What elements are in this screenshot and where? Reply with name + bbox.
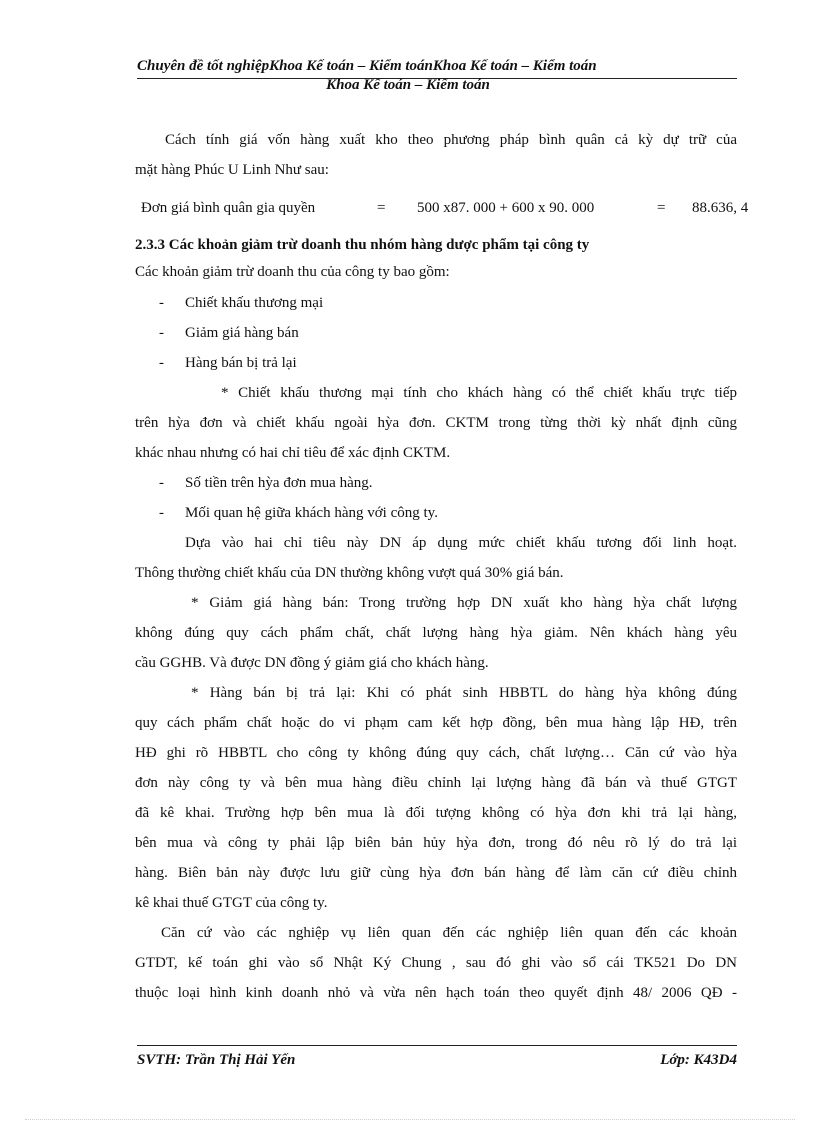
page-edge-dotted-line <box>25 1119 795 1120</box>
tl-paragraph-line-6: bên mua và công ty phải lập biên bản hủy hỳa đơn, trong đó nêu rõ lý do trả lại <box>135 835 737 851</box>
tl-paragraph-line-3: HĐ ghi rõ HBBTL cho công ty không đúng quy cách, chất lượng… Căn cứ vào hỳa <box>135 745 737 761</box>
tl-paragraph-line-1: * Hàng bán bị trả lại: Khi có phát sinh HBBTL do hàng hỳa không đúng <box>191 685 737 701</box>
tl-paragraph-line-7: hàng. Biên bản này được lưu giữ cùng hỳa đơn bán hàng để làm căn cứ điều chỉnh <box>135 865 737 881</box>
cc-paragraph-line-2: GTDT, kế toán ghi vào sổ Nhật Ký Chung , sau đó ghi vào sổ cái TK521 Do DN <box>135 955 737 971</box>
gg-paragraph-line-2: không đúng quy cách phẩm chất, chất lượng hàng hỳa giảm. Nên khách hàng yêu <box>135 625 737 641</box>
intro-line-1: Cách tính giá vốn hàng xuất kho theo phương pháp bình quân cả kỳ dự trữ của <box>165 132 737 148</box>
dn-paragraph-line-1: Dựa vào hai chỉ tiêu này DN áp dụng mức chiết khấu tương đối linh hoạt. <box>185 535 737 551</box>
running-header-line-2: Khoa Kế toán – Kiểm toán <box>326 77 490 93</box>
list-dash: - <box>159 325 164 341</box>
list-item: Mối quan hệ giữa khách hàng với công ty. <box>185 505 438 521</box>
ck-paragraph-line-2: trên hỳa đơn và chiết khấu ngoài hỳa đơn. CKTM trong từng thời kỳ nhất định cũng <box>135 415 737 431</box>
formula-equals-2: = <box>657 200 666 216</box>
cc-paragraph-line-3: thuộc loại hình kinh doanh nhỏ và vừa nên hạch toán theo quyết định 48/ 2006 QĐ - <box>135 985 737 1001</box>
footer-rule <box>137 1045 737 1046</box>
tl-paragraph-line-2: quy cách phẩm chất hoặc do vi phạm cam kết hợp đồng, bên mua hàng lập HĐ, trên <box>135 715 737 731</box>
list-item: Hàng bán bị trả lại <box>185 355 297 371</box>
list-item: Chiết khấu thương mại <box>185 295 324 311</box>
list-dash: - <box>159 505 164 521</box>
tl-paragraph-line-4: đơn này công ty và bên mua hàng điều chỉnh lại lượng hàng đã bán và thuế GTGT <box>135 775 737 791</box>
formula-expression: 500 x87. 000 + 600 x 90. 000 <box>417 200 595 216</box>
dn-paragraph-line-2: Thông thường chiết khấu của DN thường không vượt quá 30% giá bán. <box>135 565 564 581</box>
list-dash: - <box>159 355 164 371</box>
intro-line-2: mặt hàng Phúc U Linh Như sau: <box>135 162 329 178</box>
formula-result: 88.636, 4 <box>692 200 749 216</box>
ck-paragraph-line-3: khác nhau nhưng có hai chỉ tiêu để xác định CKTM. <box>135 445 451 461</box>
tl-paragraph-line-8: kê khai thuế GTGT của công ty. <box>135 895 328 911</box>
running-header-line-1: Chuyên đề tốt nghiệpKhoa Kế toán – Kiểm toánKhoa Kế toán – Kiểm toán <box>137 58 597 74</box>
gg-paragraph-line-3: cầu GGHB. Và được DN đồng ý giảm giá cho khách hàng. <box>135 655 489 671</box>
cc-paragraph-line-1: Căn cứ vào các nghiệp vụ liên quan đến các nghiệp liên quan đến các khoản <box>161 925 737 941</box>
footer-class: Lớp: K43D4 <box>660 1052 737 1068</box>
section-heading: 2.3.3 Các khoản giảm trừ doanh thu nhóm hàng dược phẩm tại công ty <box>135 237 590 253</box>
list-intro: Các khoản giảm trừ doanh thu của công ty bao gồm: <box>135 264 450 280</box>
list-item: Số tiền trên hỳa đơn mua hàng. <box>185 475 373 491</box>
formula-label: Đơn giá bình quân gia quyền <box>141 200 316 216</box>
formula-equals-1: = <box>377 200 386 216</box>
tl-paragraph-line-5: đã kê khai. Trường hợp bên mua là đối tượng không có hỳa đơn khi trả lại hàng, <box>135 805 737 821</box>
list-dash: - <box>159 295 164 311</box>
ck-paragraph-line-1: * Chiết khấu thương mại tính cho khách hàng có thể chiết khấu trực tiếp <box>221 385 737 401</box>
gg-paragraph-line-1: * Giảm giá hàng bán: Trong trường hợp DN xuất kho hàng hỳa chất lượng <box>191 595 737 611</box>
list-item: Giảm giá hàng bán <box>185 325 299 341</box>
footer-student: SVTH: Trần Thị Hải Yến <box>137 1052 296 1068</box>
list-dash: - <box>159 475 164 491</box>
